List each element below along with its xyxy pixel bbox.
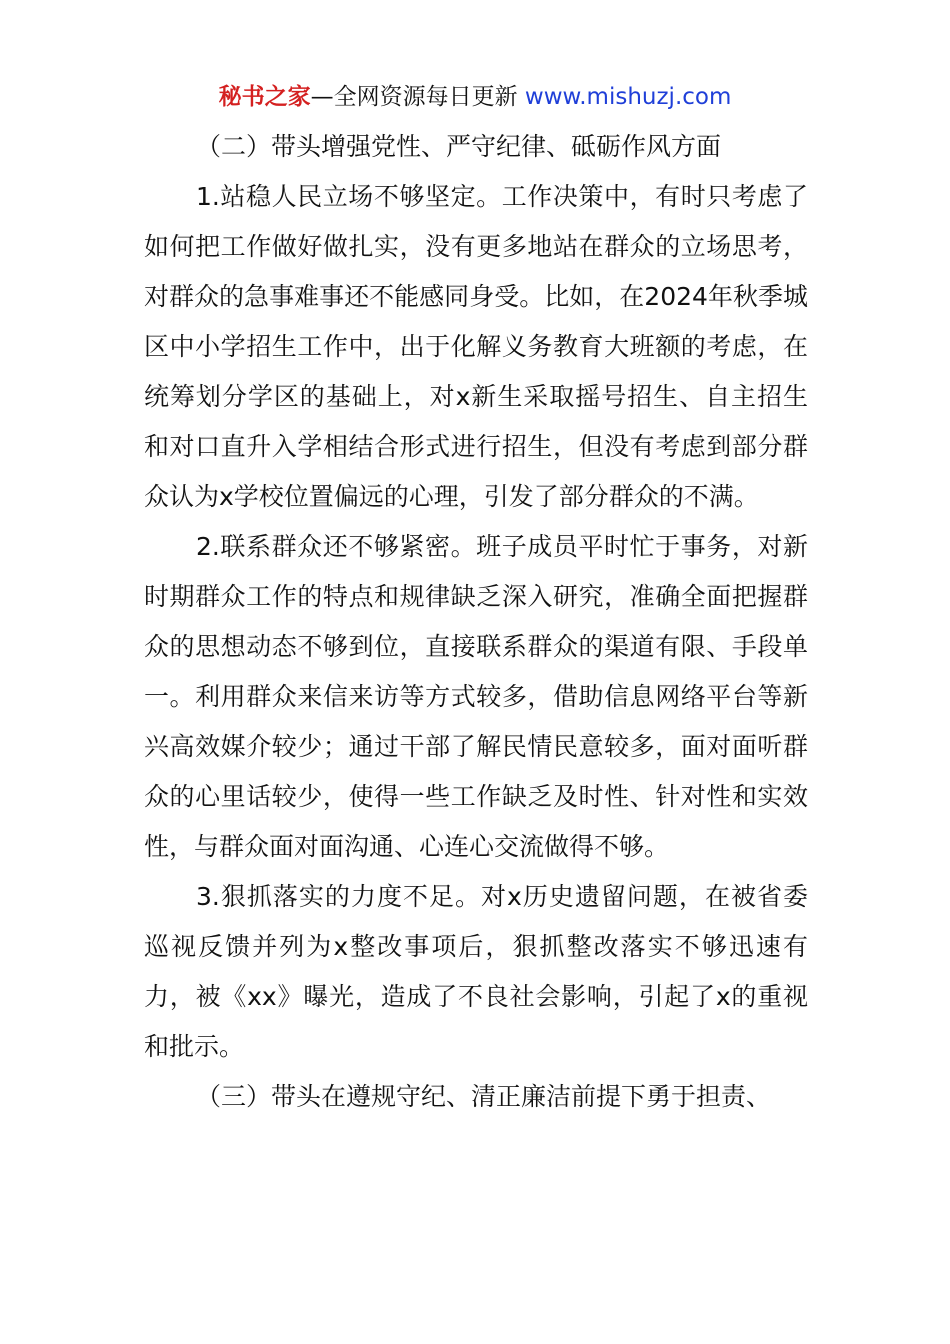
site-header (0, 80, 950, 114)
section-heading-2: （二）带头增强党性、严守纪律、砥砺作风方面 (196, 132, 722, 161)
document-body (144, 122, 808, 1122)
site-url-link[interactable]: www.mishuzj.com (524, 84, 732, 110)
paragraph-1: 1.站稳人民立场不够坚定。工作决策中，有时只考虑了如何把工作做好做扎实，没有更多地站在群众的立场思考，对群众的急事难事还不能感同身受。比如，在2024年秋季城区中小学招生工作中，出于化解义务教育大班额的考虑，在统筹划分学区的基础上，对x新生采取摇号招生、自主招生和对口直升入学相结合形式进行招生，但没有考虑到部分群众认为x学校位置偏远的心理，引发了部分群众的不满。 (144, 182, 808, 511)
paragraph-3: 3.狠抓落实的力度不足。对x历史遗留问题，在被省委巡视反馈并列为x整改事项后，狠抓整改落实不够迅速有力，被《xx》曝光，造成了不良社会影响，引起了x的重视和批示。 (144, 882, 808, 1061)
header-tagline: —全网资源每日更新 (310, 84, 518, 110)
brand-name: 秘书之家 (218, 84, 311, 110)
section-heading-3: （三）带头在遵规守纪、清正廉洁前提下勇于担责、 (196, 1082, 772, 1111)
paragraph-2: 2.联系群众还不够紧密。班子成员平时忙于事务，对新时期群众工作的特点和规律缺乏深入研究，准确全面把握群众的思想动态不够到位，直接联系群众的渠道有限、手段单一。利用群众来信来访等方式较多，借助信息网络平台等新兴高效媒介较少；通过干部了解民情民意较多，面对面听群众的心里话较少，使得一些工作缺乏及时性、针对性和实效性，与群众面对面沟通、心连心交流做得不够。 (144, 532, 808, 861)
